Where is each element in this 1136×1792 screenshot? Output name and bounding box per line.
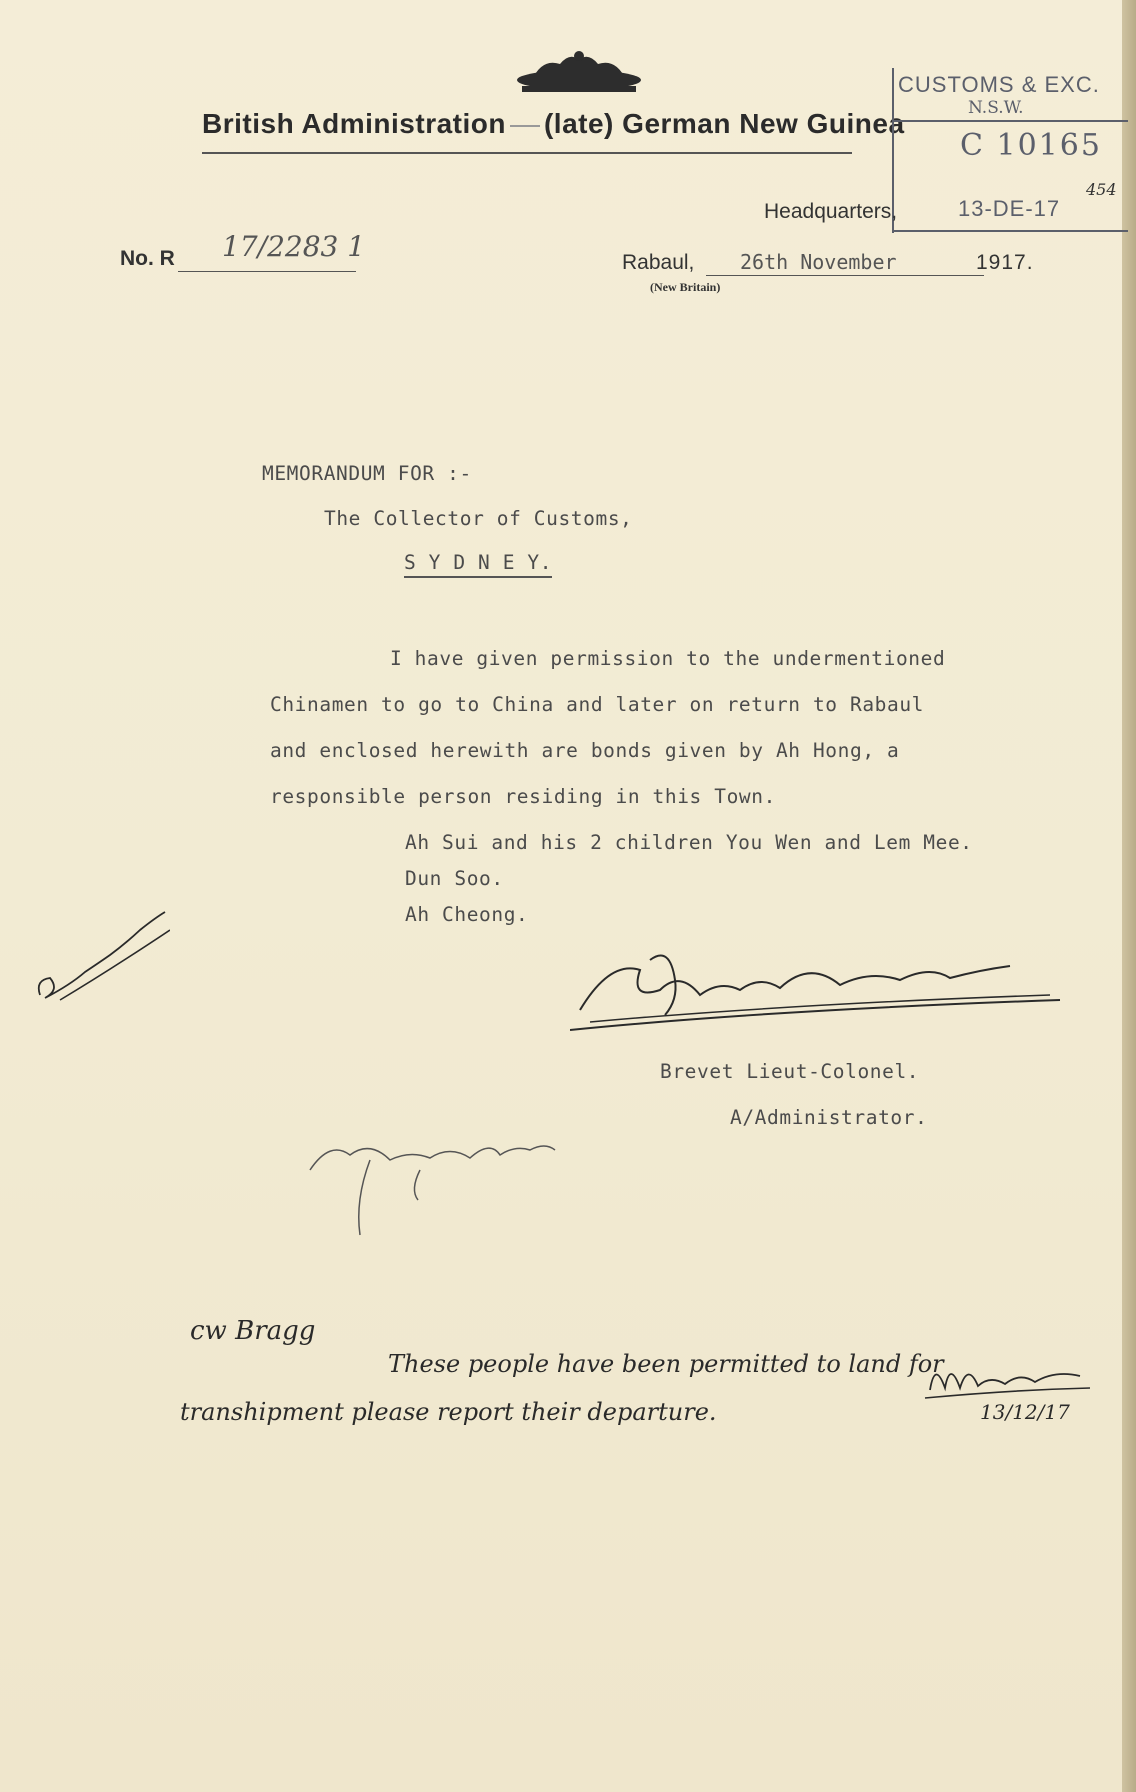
handwritten-note-line: These people have been permitted to land for — [388, 1350, 944, 1378]
royal-crest-icon — [512, 50, 646, 94]
handwritten-date: 13/12/17 — [980, 1400, 1070, 1424]
letterhead-title-part1: British Administration — [202, 108, 506, 139]
name-entry: Dun Soo. — [405, 867, 504, 890]
addressee-line1: The Collector of Customs, — [324, 507, 633, 530]
signatory-title: A/Administrator. — [730, 1106, 928, 1129]
stamp-divider — [892, 120, 1128, 122]
letterhead-title-part2: (late) German New Guinea — [543, 108, 905, 139]
body-line: responsible person residing in this Town. — [270, 785, 776, 808]
date-rule — [706, 275, 984, 276]
stamp-date: 13-DE-17 — [958, 196, 1061, 221]
handwritten-addressee: cw Bragg — [190, 1316, 316, 1346]
place-sublabel: (New Britain) — [650, 280, 721, 294]
body-line: I have given permission to the undermentioned — [390, 647, 946, 670]
name-entry: Ah Cheong. — [405, 903, 529, 926]
administrator-signature — [570, 940, 1070, 1040]
signatory-rank: Brevet Lieut-Colonel. — [660, 1060, 920, 1083]
addressee-line2-wrap — [404, 551, 552, 574]
place-label: Rabaul, — [622, 251, 695, 274]
number-label: No. R — [120, 247, 175, 270]
memo-heading: MEMORANDUM FOR :- — [262, 462, 472, 485]
letterhead-title — [202, 108, 905, 140]
body-line: and enclosed herewith are bonds given by Ah Hong, a — [270, 739, 900, 762]
stamp-line2: N.S.W. — [968, 98, 1024, 118]
customs-stamp — [890, 68, 1130, 228]
year-value: 1917. — [976, 251, 1034, 274]
stamp-line1: CUSTOMS & EXC. — [898, 72, 1100, 97]
letterhead-rule — [202, 152, 852, 154]
addressee-line2: S Y D N E Y. — [404, 551, 552, 578]
page-edge — [1122, 0, 1136, 1792]
initials-handwriting — [300, 1130, 560, 1240]
handwritten-note-line: transhipment please report their departure. — [180, 1398, 717, 1426]
registered-handwriting — [30, 900, 170, 1010]
dash-divider — [510, 125, 540, 127]
number-value: 17/2283 1 — [222, 230, 366, 263]
headquarters-label: Headquarters, — [764, 200, 898, 223]
stamp-extra: 454 — [1086, 180, 1117, 199]
date-value: 26th November — [740, 250, 897, 274]
number-rule — [178, 271, 356, 272]
stamp-divider — [892, 230, 1128, 232]
stamp-number: C 10165 — [960, 128, 1102, 163]
body-line: Chinamen to go to China and later on return to Rabaul — [270, 693, 925, 716]
name-entry: Ah Sui and his 2 children You Wen and Lem Mee. — [405, 831, 973, 854]
